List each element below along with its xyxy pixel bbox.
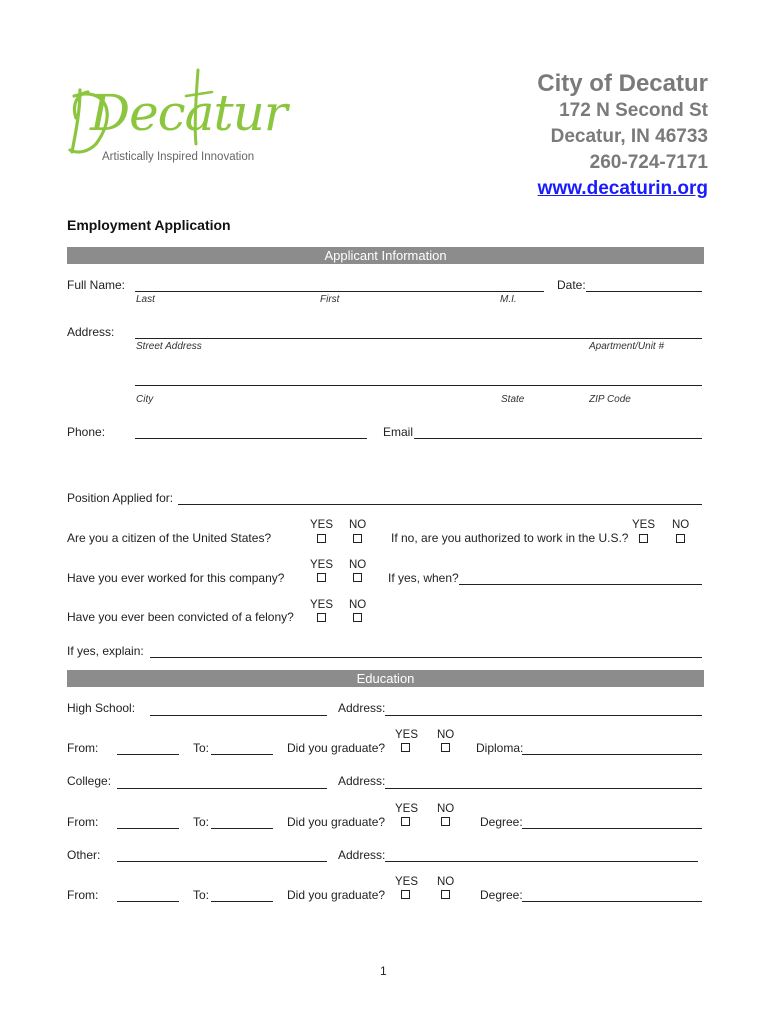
high-school-no-label: NO xyxy=(437,729,455,741)
mi-caption: M.I. xyxy=(500,294,517,305)
other-from-label: From: xyxy=(67,888,99,902)
street-address-caption: Street Address xyxy=(136,341,202,352)
citizen-no-checkbox[interactable] xyxy=(353,534,362,543)
other-to-field[interactable] xyxy=(211,901,273,902)
org-phone: 260-724-7171 xyxy=(589,152,708,173)
address-label: Address: xyxy=(67,325,115,339)
college-to-field[interactable] xyxy=(211,828,273,829)
email-field[interactable] xyxy=(414,438,702,439)
state-caption: State xyxy=(501,394,525,405)
college-address-label: Address: xyxy=(338,774,386,788)
other-from-field[interactable] xyxy=(117,901,179,902)
other-no-label: NO xyxy=(437,876,455,888)
section-bar-education: Education xyxy=(67,670,704,687)
high-school-address-label: Address: xyxy=(338,701,386,715)
worked-yes-label: YES xyxy=(310,559,334,571)
college-no-label: NO xyxy=(437,803,455,815)
other-no-checkbox[interactable] xyxy=(441,890,450,899)
last-name-caption: Last xyxy=(136,294,155,305)
felony-no-label: NO xyxy=(349,599,367,611)
other-to-label: To: xyxy=(193,888,210,902)
city-state-zip-field[interactable] xyxy=(135,385,702,386)
authorized-no-label: NO xyxy=(672,519,690,531)
diploma-label: Diploma: xyxy=(476,741,524,755)
first-name-caption: First xyxy=(320,294,340,305)
college-graduate-question: Did you graduate? xyxy=(287,815,386,829)
logo-tagline: Artistically Inspired Innovation xyxy=(102,151,255,163)
authorized-yes-checkbox[interactable] xyxy=(639,534,648,543)
if-yes-when-field[interactable] xyxy=(459,584,702,585)
form-title: Employment Application xyxy=(67,217,231,233)
college-label: College: xyxy=(67,774,112,788)
college-from-field[interactable] xyxy=(117,828,179,829)
other-degree-label: Degree: xyxy=(480,888,523,902)
full-name-field[interactable] xyxy=(135,291,544,292)
citizen-no-label: NO xyxy=(349,519,367,531)
authorized-no-checkbox[interactable] xyxy=(676,534,685,543)
high-school-to-label: To: xyxy=(193,741,210,755)
other-label: Other: xyxy=(67,848,101,862)
college-address-field[interactable] xyxy=(385,788,702,789)
org-address: 172 N Second St xyxy=(559,100,708,121)
high-school-from-field[interactable] xyxy=(117,754,179,755)
felony-no-checkbox[interactable] xyxy=(353,613,362,622)
diploma-field[interactable] xyxy=(522,754,702,755)
felony-question: Have you ever been convicted of a felony? xyxy=(67,610,294,624)
other-graduate-question: Did you graduate? xyxy=(287,888,386,902)
college-to-label: To: xyxy=(193,815,210,829)
street-address-field[interactable] xyxy=(135,338,702,339)
high-school-field[interactable] xyxy=(150,715,327,716)
explain-label: If yes, explain: xyxy=(67,644,144,658)
if-yes-when-label: If yes, when? xyxy=(388,571,459,585)
high-school-from-label: From: xyxy=(67,741,99,755)
phone-field[interactable] xyxy=(135,438,367,439)
high-school-to-field[interactable] xyxy=(211,754,273,755)
college-yes-label: YES xyxy=(395,803,419,815)
phone-label: Phone: xyxy=(67,425,106,439)
other-field[interactable] xyxy=(117,861,327,862)
citizen-yes-label: YES xyxy=(310,519,334,531)
explain-field[interactable] xyxy=(150,657,702,658)
zip-caption: ZIP Code xyxy=(589,394,631,405)
college-no-checkbox[interactable] xyxy=(441,817,450,826)
college-field[interactable] xyxy=(117,788,327,789)
other-address-field[interactable] xyxy=(385,861,698,862)
date-field[interactable] xyxy=(586,291,702,292)
worked-no-checkbox[interactable] xyxy=(353,573,362,582)
worked-yes-checkbox[interactable] xyxy=(317,573,326,582)
high-school-label: High School: xyxy=(67,701,136,715)
other-yes-label: YES xyxy=(395,876,419,888)
logo-word: Decatur xyxy=(90,84,287,142)
authorized-yes-label: YES xyxy=(632,519,656,531)
org-city: Decatur, IN 46733 xyxy=(550,126,708,147)
felony-yes-checkbox[interactable] xyxy=(317,613,326,622)
felony-yes-label: YES xyxy=(310,599,334,611)
email-label: Email xyxy=(383,425,414,439)
org-name: City of Decatur xyxy=(537,70,708,97)
position-field[interactable] xyxy=(178,504,702,505)
authorized-question: If no, are you authorized to work in the U.S.? xyxy=(391,531,629,545)
high-school-yes-checkbox[interactable] xyxy=(401,743,410,752)
college-from-label: From: xyxy=(67,815,99,829)
high-school-yes-label: YES xyxy=(395,729,419,741)
college-degree-label: Degree: xyxy=(480,815,523,829)
worked-question: Have you ever worked for this company? xyxy=(67,571,285,585)
section-bar-applicant: Applicant Information xyxy=(67,247,704,264)
citizen-yes-checkbox[interactable] xyxy=(317,534,326,543)
high-school-no-checkbox[interactable] xyxy=(441,743,450,752)
other-degree-field[interactable] xyxy=(522,901,702,902)
page-number: 1 xyxy=(380,964,387,978)
website-link[interactable]: www.decaturin.org xyxy=(537,178,708,199)
date-label: Date: xyxy=(557,278,586,292)
apt-unit-caption: Apartment/Unit # xyxy=(589,341,665,352)
full-name-label: Full Name: xyxy=(67,278,126,292)
other-address-label: Address: xyxy=(338,848,386,862)
position-label: Position Applied for: xyxy=(67,491,174,505)
logo xyxy=(66,66,287,170)
citizen-question: Are you a citizen of the United States? xyxy=(67,531,272,545)
college-degree-field[interactable] xyxy=(522,828,702,829)
other-yes-checkbox[interactable] xyxy=(401,890,410,899)
high-school-address-field[interactable] xyxy=(385,715,702,716)
high-school-graduate-question: Did you graduate? xyxy=(287,741,386,755)
worked-no-label: NO xyxy=(349,559,367,571)
city-caption: City xyxy=(136,394,154,405)
college-yes-checkbox[interactable] xyxy=(401,817,410,826)
